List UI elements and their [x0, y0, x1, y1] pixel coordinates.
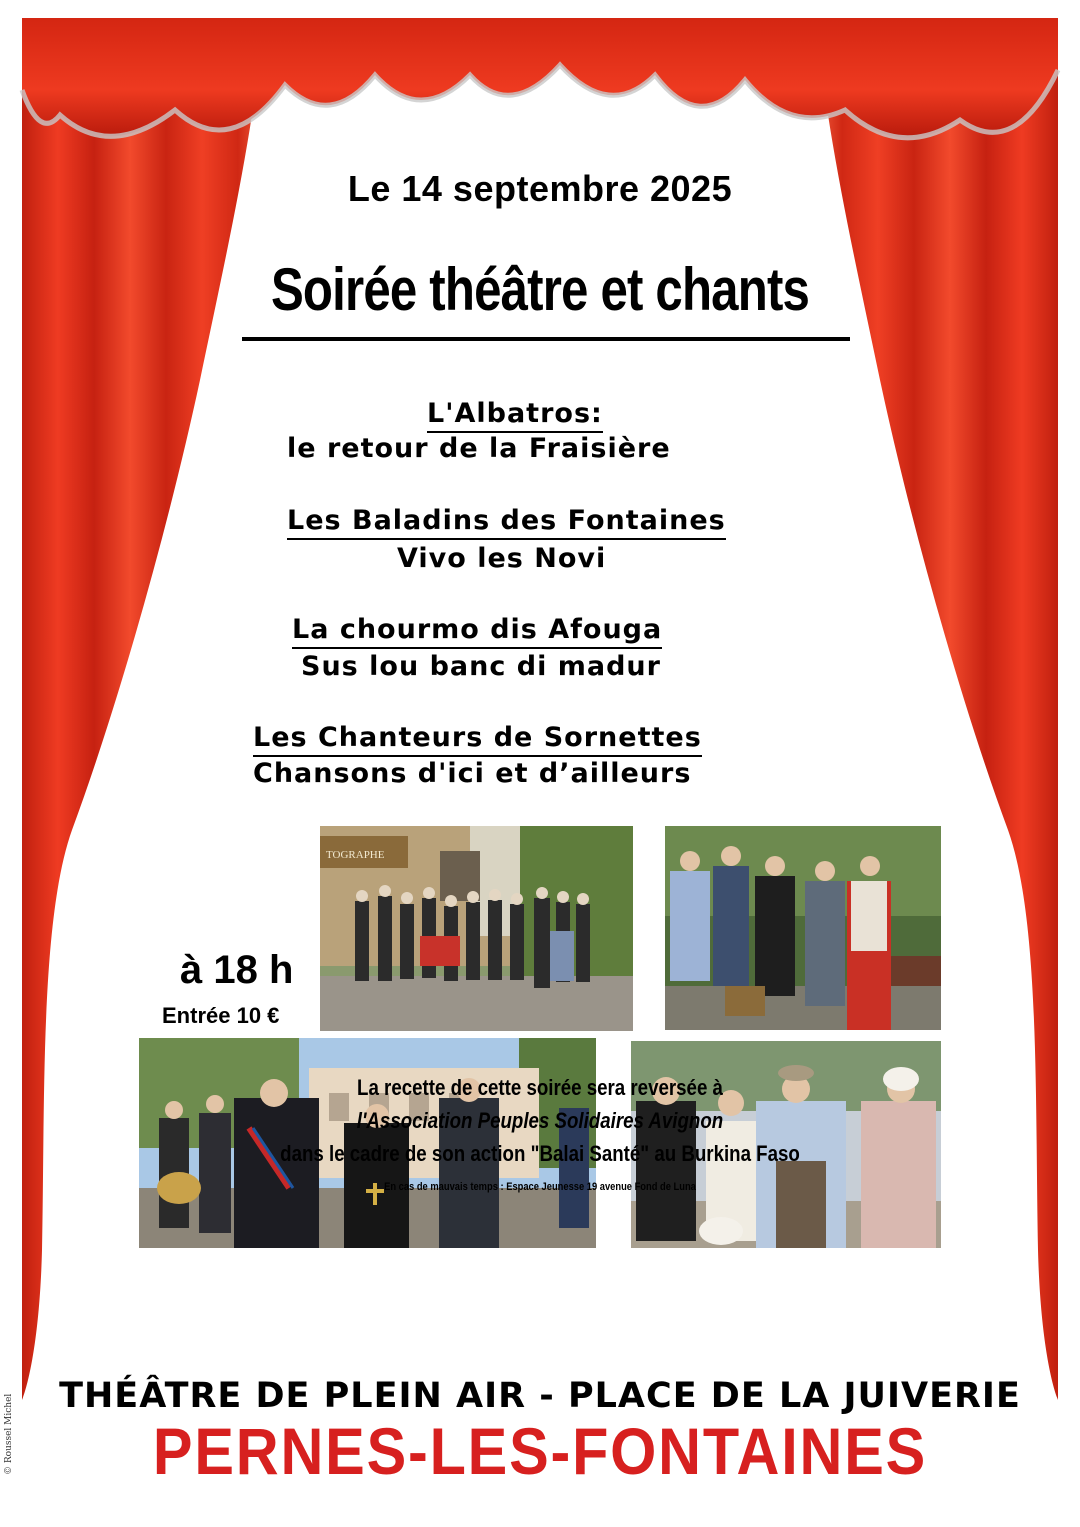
- troupe-show-1: le retour de la Fraisière: [287, 433, 671, 464]
- photo-group-street: [320, 826, 633, 1031]
- troupe-name-3: La chourmo dis Afouga: [292, 614, 662, 649]
- event-date: Le 14 septembre 2025: [347, 168, 733, 209]
- event-title: Soirée théâtre et chants: [270, 256, 810, 323]
- donation-line-1: La recette de cette soirée sera reversée à: [357, 1075, 723, 1100]
- donation-line-3: dans le cadre de son action "Balai Santé" au Burkina Faso: [280, 1141, 800, 1166]
- troupe-name-2: Les Baladins des Fontaines: [287, 505, 726, 540]
- weather-note: En cas de mauvais temps : Espace Jeunesse 19 avenue Fond de Luna: [384, 1181, 696, 1193]
- donation-line-2: l'Association Peuples Solidaires Avignon: [356, 1108, 724, 1133]
- city-name: PERNES-LES-FONTAINES: [152, 1414, 928, 1488]
- troupe-show-3: Sus lou banc di madur: [301, 651, 661, 682]
- venue-line: THÉÂTRE DE PLEIN AIR - PLACE DE LA JUIVERIE: [59, 1376, 1021, 1416]
- start-time: à 18 h: [180, 948, 294, 992]
- troupe-name-1: L'Albatros:: [427, 398, 603, 433]
- title-underline: [242, 337, 850, 341]
- entry-price: Entrée 10 €: [162, 1003, 280, 1028]
- troupe-show-2: Vivo les Novi: [397, 543, 607, 574]
- troupe-show-4: Chansons d'ici et d’ailleurs: [253, 758, 692, 789]
- photo-sign: TOGRAPHE: [326, 849, 385, 861]
- photo-credit: © Roussel Michel: [4, 1393, 14, 1475]
- troupe-name-4: Les Chanteurs de Sornettes: [253, 722, 702, 757]
- photo-costumed-actors: [665, 826, 941, 1030]
